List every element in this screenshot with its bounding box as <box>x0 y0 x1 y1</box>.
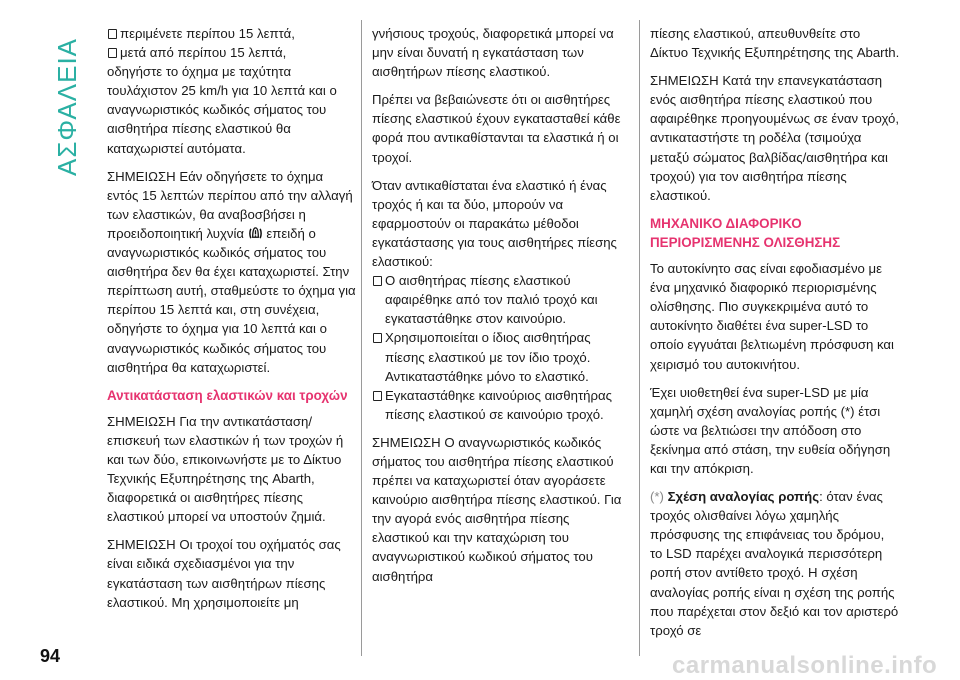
note-paragraph: ΣΗΜΕΙΩΣΗ Ο αναγνωριστικός κωδικός σήματος του αισθητήρα πίεσης ελαστικού πρέπει να καταχωριστεί όταν αγοράσετε καινούριο αισθητήρα πίεσης ελαστικού. Για την αγορά ενός αισθητήρα πίεσης ελαστικού και την καταχώριση του αναγνωριστικού κωδικού σήματος του αισθητήρα <box>372 434 622 584</box>
paragraph: Πρέπει να βεβαιώνεστε ότι οι αισθητήρες πίεσης ελαστικού έχουν εγκατασταθεί κάθε φορά που αντικαθίστανται τα ελαστικά ή οι τροχοί. <box>372 92 621 165</box>
paragraph: γνήσιους τροχούς, διαφορετικά μπορεί να μην είναι δυνατή η εγκατάσταση των αισθητήρων πίεσης ελαστικού. <box>372 26 614 80</box>
paragraph: Το αυτοκίνητο σας είναι εφοδιασμένο με ένα μηχανικό διαφορικό περιορισμένης ολίσθησης. Πιο συγκεκριμένα αυτό το αυτοκίνητο διαθέτει ένα super-LSD το οποίο εγγυάται βελτιωμένη πρόσφυση και χειρισμό του αυτοκινήτου. <box>650 261 894 372</box>
page-number: 94 <box>40 646 61 666</box>
note-paragraph: ΣΗΜΕΙΩΣΗ Κατά την επανεγκατάσταση ενός αισθητήρα πίεσης ελαστικού που αφαιρέθηκε προηγουμένως σε έναν τροχό, αντικαταστήστε τη ροδέλα (τσιμούχα μεταξύ σώματος βαλβίδας/αισθητήρα και τροχού) για τον αισθητήρα πίεσης ελαστικού. <box>650 73 900 203</box>
bullet-item: Χρησιμοποιείται ο ίδιος αισθητήρας πίεσης ελαστικού με τον ίδιο τροχό. Αντικαταστάθηκε μόνο το ελαστικό. <box>372 328 622 385</box>
footer-watermark: carmanualsonline.info <box>672 652 938 679</box>
footnote-paragraph <box>650 487 900 640</box>
text-column-1 <box>107 24 357 621</box>
note-paragraph: ΣΗΜΕΙΩΣΗ Οι τροχοί του οχήματός σας είναι ειδικά σχεδιασμένοι για την εγκατάσταση των αισθητήρων πίεσης ελαστικού. Μη χρησιμοποιείτε μη <box>107 537 341 610</box>
warning-light-icon <box>248 226 263 241</box>
footnote-mark: (*) <box>650 489 664 505</box>
bullet-item: Εγκαταστάθηκε καινούριος αισθητήρας πίεσης ελαστικού σε καινούριο τροχό. <box>372 386 622 424</box>
note-text: επειδή ο αναγνωριστικός κωδικός σήματος του αισθητήρα δεν θα έχει καταχωριστεί. Στην περίπτωση αυτή, σταθμεύστε το όχημα για περίπου 15 λεπτά και, στη συνέχεια, οδηγήστε το όχημα για 10 λεπτά και ο αναγνωριστικός κωδικός σήματος του αισθητήρα θα καταχωριστεί. <box>107 225 356 375</box>
paragraph: οδηγήστε το όχημα με ταχύτητα τουλάχιστον 25 km/h για 10 λεπτά και ο αναγνωριστικός κωδικός σήματος του αισθητήρα πίεσης ελαστικού θα καταχωριστεί αυτόματα. <box>107 64 337 156</box>
paragraph: Έχει υιοθετηθεί ένα super-LSD με μία χαμηλή σχέση αναλογίας ροπής (*) έτσι ώστε να βελτιώσει την απόδοση στο ξεκίνημα από στάση, την ευθεία οδήγηση και την απόκριση. <box>650 384 891 476</box>
note-text: ΣΗΜΕΙΩΣΗ Εάν οδηγήσετε το όχημα εντός 15 λεπτών περίπου από την αλλαγή των ελαστικών, θα αναβοσβήσει η προειδοποιητική λυχνία <box>107 168 353 241</box>
paragraph: πίεσης ελαστικού, απευθυνθείτε στο Δίκτυο Τεχνικής Εξυπηρέτησης της Abarth. <box>650 26 900 61</box>
text-column-3 <box>650 24 900 649</box>
section-heading: Αντικατάσταση ελαστικών και τροχών <box>107 387 348 403</box>
note-paragraph <box>107 167 357 377</box>
column-divider <box>639 20 640 656</box>
footnote-text: : όταν ένας τροχός ολισθαίνει λόγω χαμηλής πρόσφυσης της επιφάνειας του δρόμου, το LSD παρέχει αναλογικά περισσότερη ροπή στον αντίθετο τροχό. Η σχέση αναλογίας ροπής είναι η σχέση της ροπής που παρέχεται στον δεξιό και τον αριστερό τροχό σε <box>650 489 899 638</box>
section-heading: ΜΗΧΑΝΙΚΟ ΔΙΑΦΟΡΙΚΟ ΠΕΡΙΟΡΙΣΜΕΝΗΣ ΟΛΙΣΘΗΣΗΣ <box>650 215 841 250</box>
footnote-term: Σχέση αναλογίας ροπής <box>667 489 820 505</box>
text-column-2 <box>372 24 622 595</box>
column-divider <box>361 20 362 656</box>
section-title: ΑΣΦΑΛΕΙΑ <box>52 37 82 176</box>
section-sidebar <box>52 36 80 176</box>
paragraph: Όταν αντικαθίσταται ένα ελαστικό ή ένας τροχός ή και τα δύο, μπορούν να εφαρμοστούν οι παρακάτω μέθοδοι εγκατάστασης για τους αισθητήρες πίεσης ελαστικού: <box>372 177 617 270</box>
bullet-item: μετά από περίπου 15 λεπτά, <box>107 43 357 62</box>
note-paragraph: ΣΗΜΕΙΩΣΗ Για την αντικατάσταση/επισκευή των ελαστικών ή των τροχών ή και των δύο, επικοινωνήστε με το Δίκτυο Τεχνικής Εξυπηρέτησης της Abarth, διαφορετικά οι αισθητήρες πίεσης ελαστικού μπορεί να υποστούν ζημιά. <box>107 413 344 525</box>
bullet-item: περιμένετε περίπου 15 λεπτά, <box>107 24 357 43</box>
bullet-item: Ο αισθητήρας πίεσης ελαστικού αφαιρέθηκε από τον παλιό τροχό και εγκαταστάθηκε στον καινούριο. <box>372 271 622 328</box>
